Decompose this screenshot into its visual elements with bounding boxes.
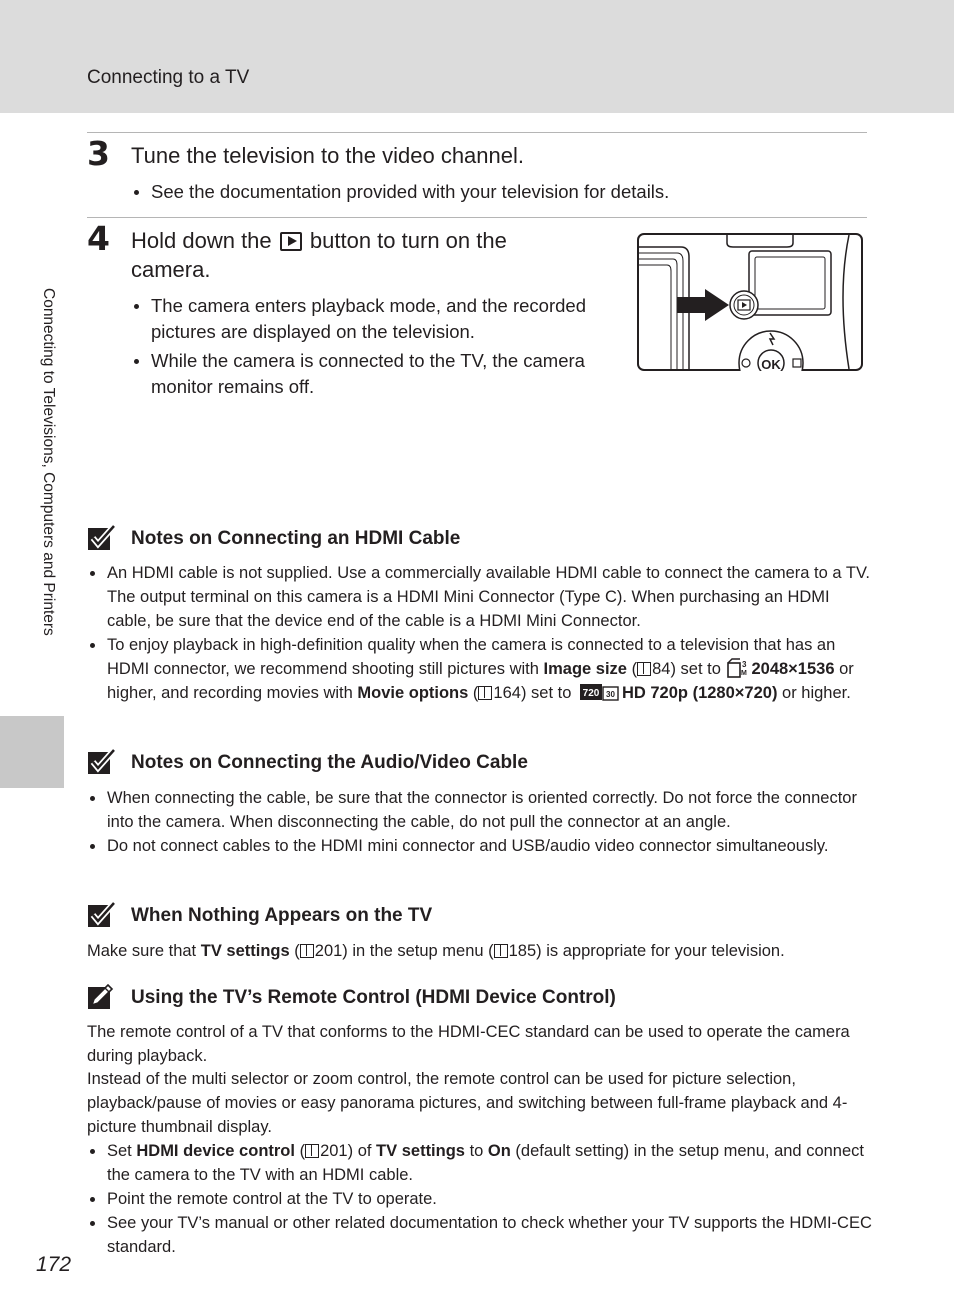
note-av-title: Notes on Connecting the Audio/Video Cable xyxy=(131,751,528,773)
on-value: On xyxy=(487,1142,511,1160)
step4-number: 4 xyxy=(87,219,110,258)
text-run: ) set to xyxy=(670,660,726,678)
note-remote-bullets xyxy=(87,1139,872,1259)
text-run: ) set to xyxy=(520,684,576,702)
list-item: See the documentation provided with your television for details. xyxy=(131,179,851,205)
note-av-heading xyxy=(87,749,528,776)
page-ref[interactable]: 185 xyxy=(508,942,537,960)
page-ref[interactable]: 84 xyxy=(652,660,671,678)
note-remote-heading xyxy=(87,984,616,1011)
text-run: ) of xyxy=(347,1142,377,1160)
text-run: ) in the setup menu ( xyxy=(342,942,494,960)
tv-settings-term: TV settings xyxy=(376,1142,465,1160)
text-run: ( xyxy=(468,684,479,702)
chapter-tab xyxy=(0,716,64,788)
text-run: ( xyxy=(626,660,638,678)
section-title: Connecting to a TV xyxy=(87,67,250,88)
image-size-3m-icon xyxy=(727,658,749,678)
step4-title-post: button to turn on the xyxy=(309,228,507,253)
page-ref-icon xyxy=(300,944,314,958)
note-nothing-title: When Nothing Appears on the TV xyxy=(131,904,433,926)
text-run: (default setting) in the setup menu, and connect the camera to the TV with an HDMI cable. xyxy=(107,1142,864,1184)
list-item: An HDMI cable is not supplied. Use a commercially available HDMI cable to connect the camera to a TV. The output terminal on this camera is a HDMI Mini Connector (Type C). When purchasing an HDMI cable, be sure that the device end of the cable is a HDMI Mini Connector. xyxy=(87,561,872,633)
page-ref[interactable]: 201 xyxy=(320,1142,348,1160)
check-note-icon xyxy=(87,525,116,552)
step4-bullets xyxy=(131,293,601,399)
list-item: When connecting the cable, be sure that the connector is oriented correctly. Do not force the connector into the camera. When disconnecting the cable, do not pull the connector at an angle. xyxy=(87,786,872,834)
ok-label: OK xyxy=(761,357,781,371)
check-note-icon xyxy=(87,749,116,776)
step3-number: 3 xyxy=(87,134,110,173)
text-run: ( xyxy=(289,942,300,960)
list-item: Do not connect cables to the HDMI mini connector and USB/audio video connector simultaneously. xyxy=(87,834,872,858)
movie-options-term: Movie options xyxy=(357,684,469,702)
text-run: ( xyxy=(294,1142,306,1160)
page-ref-icon xyxy=(305,1144,319,1158)
page-ref-icon xyxy=(637,662,651,676)
list-item: The camera enters playback mode, and the recorded pictures are displayed on the television. xyxy=(131,293,601,344)
page-ref-icon xyxy=(494,944,508,958)
movie-options-value: HD 720p (1280×720) xyxy=(621,684,778,702)
text-run: Set xyxy=(107,1142,137,1160)
text-run: to xyxy=(464,1142,488,1160)
svg-text:720: 720 xyxy=(582,688,600,699)
page-ref-icon xyxy=(478,686,492,700)
page-ref[interactable]: 201 xyxy=(314,942,343,960)
step3-divider xyxy=(87,132,867,133)
svg-text:30: 30 xyxy=(606,690,615,699)
note-nothing-text xyxy=(87,939,872,963)
text-run: ) is appropriate for your television. xyxy=(536,942,785,960)
camera-back-illustration xyxy=(637,233,863,371)
note-remote-para2: Instead of the multi selector or zoom control, the remote control can be used for picture selection, playback/pause of movies or easy panorama pictures, and switching between full-frame playback and 4-picture thumbnail display. xyxy=(87,1070,848,1136)
text-run: To enjoy playback in high-definition quality when the camera is connected to a television that has an HDMI connector, we recommend shooting still pictures with xyxy=(107,636,836,678)
note-hdmi-heading xyxy=(87,525,460,552)
list-item: See your TV’s manual or other related documentation to check whether your TV supports the HDMI-CEC standard. xyxy=(87,1211,872,1259)
step3-title: Tune the television to the video channel. xyxy=(131,143,525,168)
chapter-side-label: Connecting to Televisions, Computers and Printers xyxy=(40,288,57,636)
text-run: or higher, and recording movies with xyxy=(107,660,854,702)
list-item xyxy=(87,1139,872,1187)
image-size-value: 2048×1536 xyxy=(751,660,835,678)
image-size-term: Image size xyxy=(543,660,627,678)
hdmi-device-control-term: HDMI device control xyxy=(136,1142,295,1160)
step4-title xyxy=(131,226,611,284)
list-item: Point the remote control at the TV to operate. xyxy=(87,1187,872,1211)
svg-text:3: 3 xyxy=(742,660,747,669)
playback-button-icon xyxy=(280,232,302,251)
step4-title-pre: Hold down the xyxy=(131,228,272,253)
list-item xyxy=(87,633,872,705)
header-band xyxy=(0,0,954,113)
note-remote-para1: The remote control of a TV that conforms to the HDMI-CEC standard can be used to operate the camera during playback. xyxy=(87,1023,850,1065)
text-run: Make sure that xyxy=(87,942,201,960)
svg-text:M: M xyxy=(741,670,748,677)
step4-title-line2: camera. xyxy=(131,257,211,282)
step3-bullets xyxy=(131,179,851,205)
text-run: or higher. xyxy=(777,684,851,702)
pencil-note-icon xyxy=(87,984,116,1011)
check-note-icon xyxy=(87,902,116,929)
movie-720-30-icon xyxy=(579,683,619,701)
page-ref[interactable]: 164 xyxy=(493,684,521,702)
note-nothing-heading xyxy=(87,902,432,929)
tv-settings-term: TV settings xyxy=(200,942,290,960)
step4-divider xyxy=(87,217,867,218)
list-item: While the camera is connected to the TV, the camera monitor remains off. xyxy=(131,348,601,399)
note-hdmi-bullets xyxy=(87,561,872,705)
note-hdmi-title: Notes on Connecting an HDMI Cable xyxy=(131,527,461,549)
note-remote-title: Using the TV’s Remote Control (HDMI Device Control) xyxy=(131,986,616,1008)
page-number: 172 xyxy=(36,1253,72,1276)
note-av-bullets xyxy=(87,786,872,858)
